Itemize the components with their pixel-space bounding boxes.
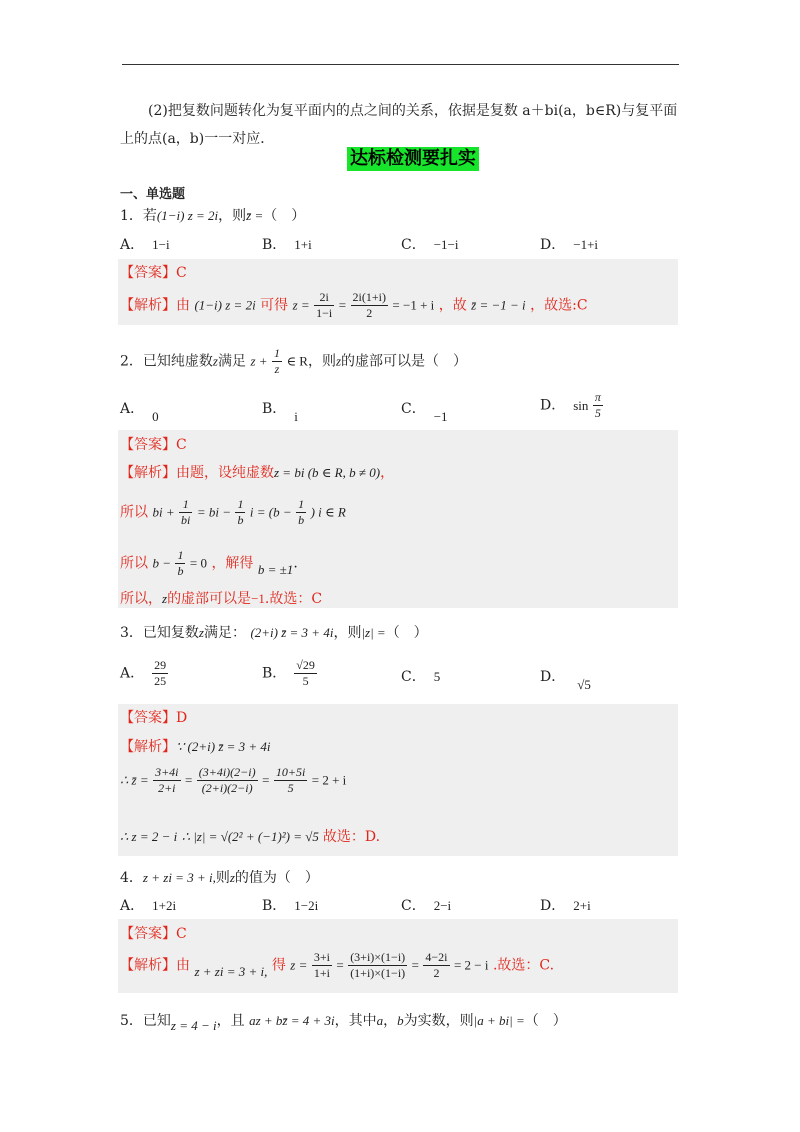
q3-analysis-line-1: 【解析】∵ (2+i) z̄ = 3 + 4i: [120, 739, 271, 755]
section-heading: 一、单选题: [120, 187, 186, 202]
q2-option-b: B． i: [262, 401, 298, 424]
q2-analysis-line-2: 所以 bi + $\frac{1}{bi}$ = bi − $\frac{1}{b}$ i = (b − $\frac{1}{b}$ ) i ∈ R: [120, 497, 346, 527]
header-rule: [122, 64, 679, 65]
q2-analysis-line-1: 【解析】由题，设纯虚数z = bi (b ∈ R, b ≠ 0)，: [120, 465, 395, 481]
q2-option-a: A． 0: [120, 401, 159, 424]
q3-answer: 【答案】D: [120, 710, 188, 726]
q1-option-d: D． −1+i: [540, 237, 599, 253]
q1-option-b: B． 1+i: [262, 237, 312, 253]
q2-answer: 【答案】C: [120, 437, 187, 453]
q1-analysis: 【解析】由 (1−i) z = 2i 可得 z = $\frac{2i}{1-i}$ = $\frac{2i(1+i)}{2}$ = −1 + i ，故 z̄ = −1 − i ，故选:C: [120, 290, 588, 320]
q3-analysis-line-3: ∴ z = 2 − i ∴ |z| = √(2² + (−1)²) = √5 故选：D.: [120, 829, 381, 845]
q3-option-d: D． √5: [540, 669, 591, 692]
q4-option-d: D． 2+i: [540, 898, 591, 914]
intro-line-1: (2)把复数问题转化为复平面内的点之间的关系，依据是复数 a＋bi(a，b∈R)与复平面: [148, 103, 678, 119]
question-1: 1．若(1−i) z = 2i，则z̄ =（ ）: [120, 208, 306, 224]
q4-option-a: A． 1+2i: [120, 898, 177, 914]
q3-analysis-line-2: ∴ z̄ = $\frac{3+4i}{2+i}$ = $\frac{(3+4i)(2-i)}{(2+i)(2-i)}$ = $\frac{10+5i}{5}$ = 2 + i: [120, 765, 347, 795]
q3-option-a: A． $\frac{29}{25}$: [120, 658, 167, 688]
question-5: 5．已知z = 4 − i，且 az + bz̄ = 4 + 3i，其中a，b为实数，则|a + bi| =（ ）: [120, 1013, 567, 1033]
q1-option-c: C． −1−i: [401, 237, 459, 253]
q4-option-b: B． 1−2i: [262, 898, 319, 914]
q2-option-c: C． −1: [401, 401, 448, 424]
intro-line-2: 上的点(a，b)一一对应．: [120, 131, 275, 147]
q2-analysis-line-3: 所以 b − $\frac{1}{b}$ = 0 ，解得 b = ±1.: [120, 548, 298, 578]
question-3: 3．已知复数z满足： (2+i) z̄ = 3 + 4i，则|z| =（ ）: [120, 625, 428, 641]
question-4: 4．z + zi = 3 + i,则z的值为（ ）: [120, 870, 319, 886]
question-2: 2．已知纯虚数z满足 z + $\frac{1}{z}$ ∈ R，则z的虚部可以是（ ）: [120, 346, 468, 376]
q3-option-c: C． 5: [401, 669, 441, 685]
q3-option-b: B． $\frac{√29}{5}$: [262, 658, 315, 688]
q1-option-a: A． 1−i: [120, 237, 170, 253]
q2-option-d: D． sin $\frac{\pi}{5}$: [540, 390, 601, 420]
q1-answer: 【答案】C: [120, 265, 187, 281]
q4-option-c: C． 2−i: [401, 898, 452, 914]
q4-analysis: 【解析】由 z + zi = 3 + i, 得 z = $\frac{3+i}{1+i}$ = $\frac{(3+i)\times(1-i)}{(1+i)\times(1-i)}$ = $\frac{4-2i}{2}$ = 2 − i .故选：C.: [120, 950, 555, 980]
q4-answer: 【答案】C: [120, 926, 187, 942]
section-banner: 达标检测要扎实: [347, 147, 479, 171]
q2-analysis-line-4: 所以，z的虚部可以是−1.故选：C: [120, 591, 323, 607]
